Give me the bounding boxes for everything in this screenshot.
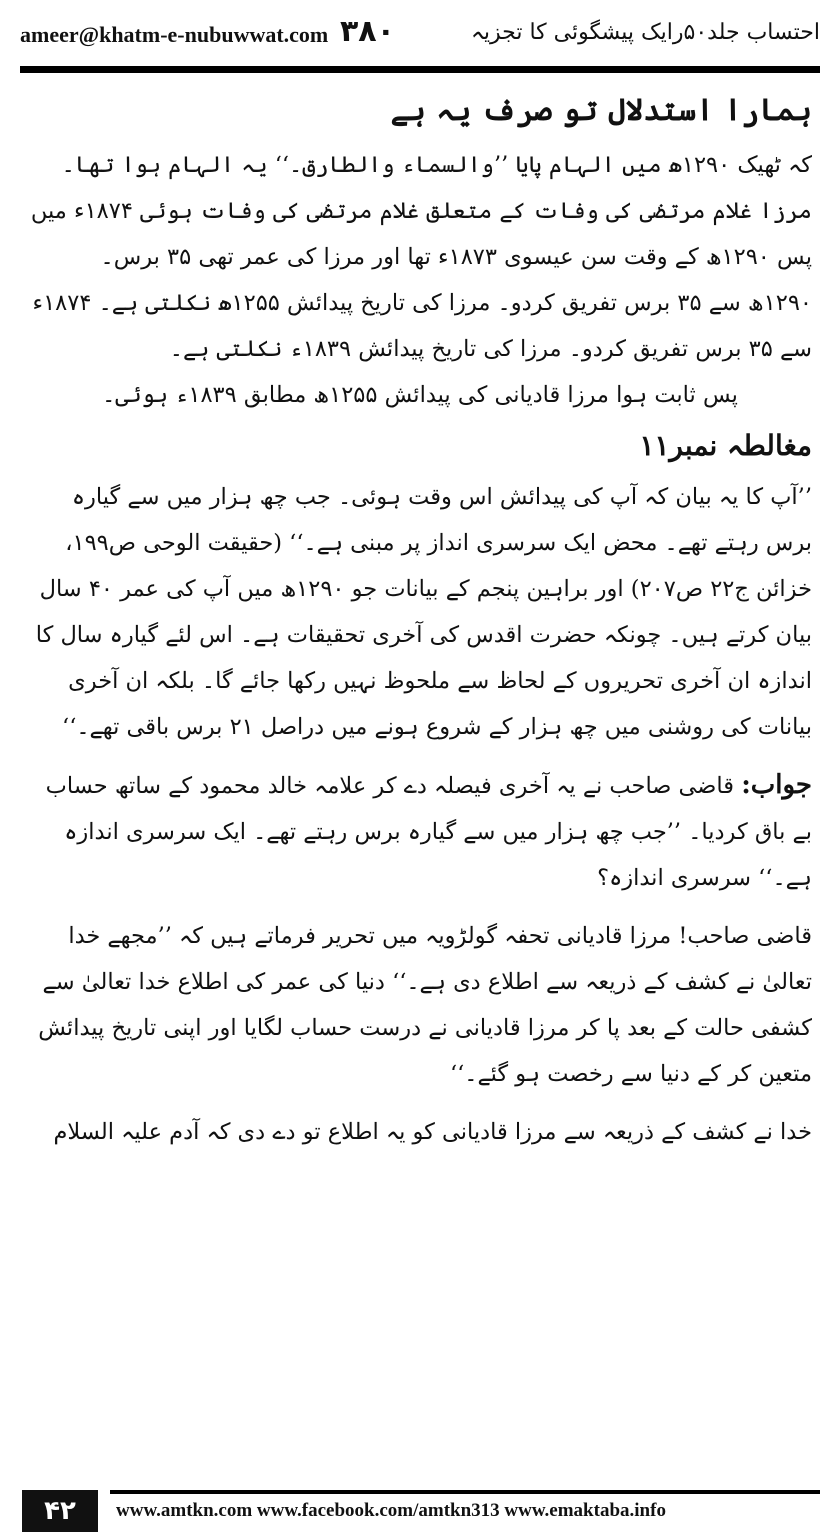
page-header [20,10,820,56]
paragraph-3: پس ثابت ہوا مرزا قادیانی کی پیدائش ۱۲۵۵ھ مطابق ۱۸۳۹ء ہوئی۔ [102,382,738,408]
spacer [28,1097,812,1109]
paragraph-1: کہ ٹھیک ۱۲۹۰ھ میں الہام پایا ’’والسماء والطارق۔‘‘ یہ الہام ہوا تھا۔ مرزا غلام مرتضٰی کی وفات کے متعلق غلام مرتضٰی کی وفات ہوئی ۱۸۷۴ء میں پس ۱۲۹۰ھ کے وقت سن عیسوی ۱۸۷۳ء تھا اور مرزا کی عمر تھی ۳۵ برس۔ [30,152,812,270]
section-heading: ہمارا استدلال تو صرف یہ ہے [390,93,812,128]
spacer [28,901,812,913]
header-rule [20,66,820,73]
header-title: احتساب جلد۵۰رایک پیشگوئی کا تجزیہ [470,20,820,45]
footer-page-number: ۴۲ [22,1490,98,1532]
page-footer [20,1490,820,1534]
paragraph-2: ۱۲۹۰ھ سے ۳۵ برس تفریق کردو۔ مرزا کی تاریخ پیدائش ۱۲۵۵ھ نکلتی ہے۔ ۱۸۷۴ء سے ۳۵ برس تفریق کردو۔ مرزا کی تاریخ پیدائش ۱۸۳۹ء نکلتی ہے۔ [32,290,812,362]
paragraph-4: ’’آپ کا یہ بیان کہ آپ کی پیدائش اس وقت ہوئی۔ جب چھ ہزار میں سے گیارہ برس رہتے تھے۔ محض ایک سرسری انداز پر مبنی ہے۔‘‘ (حقیقت الوحی ص۱۹۹، خزائن ج۲۲ ص۲۰۷) اور براہین پنجم کے بیانات جو ۱۲۹۰ھ میں آپ کی عمر ۴۰ سال بیان کرتے ہیں۔ چونکہ حضرت اقدس کی آخری تحقیقات ہے۔ اس لئے گیارہ سال کا اندازہ ان آخری تحریروں کے لحاظ سے ملحوظ نہیں رکھا جائے گا۔ بلکہ ان آخری بیانات کی روشنی میں چھ ہزار کے شروع ہونے میں دراصل ۲۱ برس باقی تھے۔‘‘ [35,484,812,740]
paragraph-7: خدا نے کشف کے ذریعہ سے مرزا قادیانی کو یہ اطلاع تو دے دی کہ آدم علیہ السلام [53,1119,812,1145]
paragraph-6: قاضی صاحب! مرزا قادیانی تحفہ گولڑویہ میں تحریر فرماتے ہیں کہ ’’مجھے خدا تعالیٰ نے کشف کے ذریعہ سے اطلاع دی ہے۔‘‘ دنیا کی عمر کی اطلاع خدا تعالیٰ سے کشفی حالت کے بعد پا کر مرزا قادیانی نے درست حساب لگایا اور اپنی تاریخ پیدائش متعین کر کے دنیا سے رخصت ہو گئے۔‘‘ [38,923,812,1087]
answer-label: جواب: [741,770,812,800]
footer-urls: www.amtkn.com www.facebook.com/amtkn313 www.emaktaba.info [116,1500,666,1521]
paragraph-5 [28,762,812,901]
spacer [28,750,812,762]
footer-rule [110,1490,820,1494]
page-body [28,80,812,1155]
header-email: ameer@khatm-e-nubuwwat.com [20,22,329,47]
fallacy-heading: مغالطہ نمبر۱۱ [639,429,812,462]
answer-text: قاضی صاحب نے یہ آخری فیصلہ دے کر علامہ خالد محمود کے ساتھ حساب بے باق کردیا۔ ’’جب چھ ہزار میں سے گیارہ برس رہتے تھے۔ ایک سرسری اندازہ ہے۔‘‘ سرسری اندازہ؟ [45,773,812,891]
header-page-number: ۳۸۰ [340,14,395,49]
